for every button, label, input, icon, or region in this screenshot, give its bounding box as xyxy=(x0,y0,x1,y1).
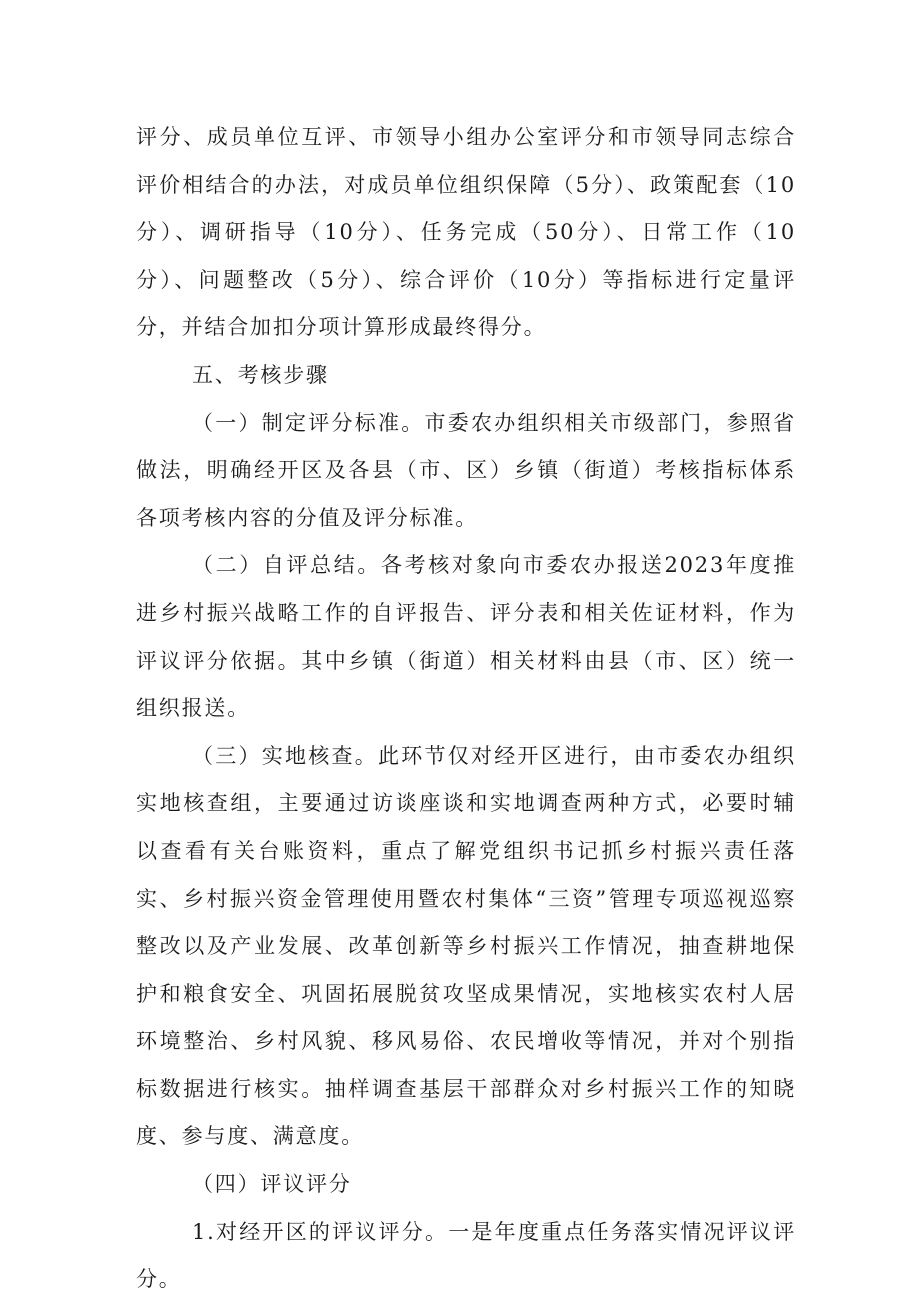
paragraph-step-2-self-evaluation: （二）自评总结。各考核对象向市委农办报送2023年度推进乡村振兴战略工作的自评报告、评分表和相关佐证材料，作为评议评分依据。其中乡镇（街道）相关材料由县（市、区）统一组织报送。 xyxy=(136,553,796,721)
paragraph-scoring-method: 评分、成员单位互评、市领导小组办公室评分和市领导同志综合评价相结合的办法，对成员单位组织保障（5分）、政策配套（10分）、调研指导（10分）、任务完成（50分）、日常工作（10分）、问题整改（5分）、综合评价（10分）等指标进行定量评分，并结合加扣分项计算形成最终得分。 xyxy=(136,125,796,340)
section-heading-assessment-steps: 五、考核步骤 xyxy=(192,362,329,387)
paragraph-step-3-field-verification: （三）实地核查。此环节仅对经开区进行，由市委农办组织实地核查组，主要通过访谈座谈和实地调查两种方式，必要时辅以查看有关台账资料，重点了解党组织书记抓乡村振兴责任落实、乡村振兴资金管理使用暨农村集体“三资”管理专项巡视巡察整改以及产业发展、改革创新等乡村振兴工作情况，抽查耕地保护和粮食安全、巩固拓展脱贫攻坚成果情况，实地核实农村人居环境整治、乡村风貌、移风易俗、农民增收等情况，并对个别指标数据进行核实。抽样调查基层干部群众对乡村振兴工作的知晓度、参与度、满意度。 xyxy=(136,743,796,1149)
paragraph-step-1-scoring-standards: （一）制定评分标准。市委农办组织相关市级部门，参照省做法，明确经开区及各县（市、区）乡镇（街道）考核指标体系各项考核内容的分值及评分标准。 xyxy=(136,410,796,530)
paragraph-item-1-development-zone: 1.对经开区的评议评分。一是年度重点任务落实情况评议评分。 xyxy=(136,1219,796,1292)
paragraph-step-4-review-scoring: （四）评议评分 xyxy=(192,1172,352,1197)
document-body xyxy=(136,114,796,1304)
